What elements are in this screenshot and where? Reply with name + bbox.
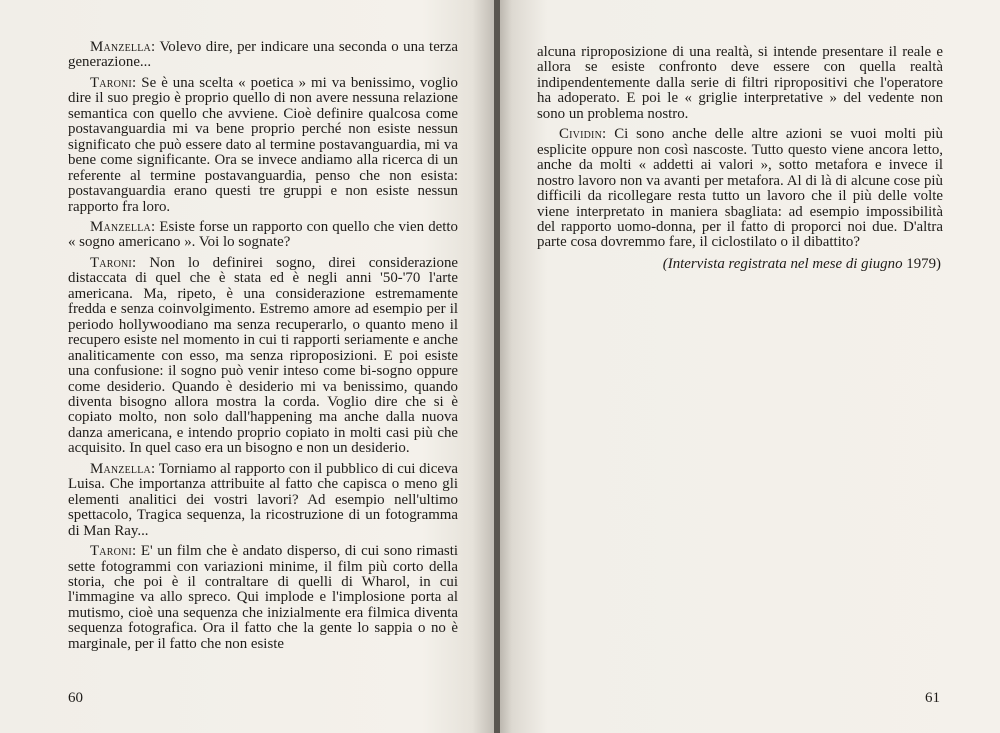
paragraph bbox=[68, 256, 458, 457]
speaker-name: Cividin: bbox=[559, 126, 607, 143]
paragraph-text: Esiste forse un rapporto con quello che vien detto « sogno americano ». Voi lo sognate? bbox=[68, 218, 458, 251]
speaker-name: Taroni: bbox=[90, 543, 137, 560]
paragraph bbox=[537, 127, 943, 251]
book-gutter bbox=[494, 0, 500, 733]
speaker-name: Taroni: bbox=[90, 74, 137, 91]
left-page-text bbox=[68, 40, 458, 657]
paragraph bbox=[68, 220, 458, 251]
page-number: 60 bbox=[68, 690, 83, 706]
paragraph-text: Volevo dire, per indicare una seconda o una terza generazione... bbox=[68, 39, 458, 71]
paragraph bbox=[68, 76, 458, 215]
caption-year: 1979) bbox=[906, 255, 941, 272]
interview-caption bbox=[537, 257, 943, 272]
paragraph-text: Ci sono anche delle altre azioni se vuoi molti più esplicite oppure non così nascoste. Tutto questo viene ancora letto, anche da molti « addetti ai valori », sotto metafora e invece il nostro lavoro non va avanti per metafora. Al di là di alcune cose più difficili da ricollegare resta tutto un lavoro che il più delle volte viene interpretato in maniera sbagliata: ad esempio impossibilità del rapporto uomo-donna, per il fatto di proporci noi due. D'altra parte cosa dovremmo fare, il ciclostilato o il dibattito? bbox=[537, 126, 943, 251]
paragraph-text: Torniamo al rapporto con il pubblico di cui diceva Luisa. Che importanza attribuite al fatto che capisca o meno gli elementi analitici dei vostri lavori? Ad esempio nell'ultimo spettacolo, Tragica sequenza, la ricostruzione di un fotogramma di Man Ray... bbox=[68, 460, 458, 539]
paragraph bbox=[68, 462, 458, 539]
page-number: 61 bbox=[925, 690, 940, 706]
paragraph-text: Non lo definirei sogno, direi considerazione distaccata di quel che è stata ed è negli anni '50-'70 l'arte americana. Ma, ripeto, è una considerazione estremamente fredda e senza coinvolgimento. Estremo amore ad esempio per il periodo hollywoodiano ma senza recuperarlo, o quanto meno il recupero esiste nel momento in cui ti rapporti seriamente e anche analiticamente con esso, ma senza riproposizioni. E poi esiste una confusione: il sogno può venir inteso come bi-sogno oppure come desiderio. Quando è desiderio mi va benissimo, quando diventa bisogno allora mostra la corda. Voglio dire che si è copiato molto, non solo dall'happening ma anche dalla nuova danza americana, e intendo proprio copiato in molti casi più che acquisito. In quel caso era un bisogno e non un desiderio. bbox=[68, 254, 458, 457]
continued-paragraph: alcuna riproposizione di una realtà, si intende presentare il reale e allora se esiste confronto deve essere con quella realtà indipendentemente dalla serie di filtri ripropositivi che l'operatore ha adoperato. E poi le « griglie interpretative » del vedente non sono un problema nostro. bbox=[537, 44, 943, 122]
speaker-name: Taroni: bbox=[90, 254, 137, 271]
left-page bbox=[0, 0, 497, 733]
speaker-name: Manzella: bbox=[90, 460, 156, 477]
caption-text: (Intervista registrata nel mese di giugno bbox=[662, 255, 903, 272]
paragraph-text: E' un film che è andato disperso, di cui sono rimasti sette fotogrammi con variazioni minime, il film più corto della storia, che poi è il contraltare di quelli di Wharol, in cui l'immagine va allo spreco. Qui implode e l'implosione porta al mutismo, cioè una sequenza che inizialmente era filmica diventa sequenza fotografica. Ora il fatto che la gente lo sappia o no è marginale, per il fatto che non esiste bbox=[68, 543, 458, 652]
paragraph-text: Se è una scelta « poetica » mi va benissimo, voglio dire il suo pregio è proprio quello di non avere nessuna relazione semantica con quello che avviene. Cioè definire qualcosa come postavanguardia mi va bene proprio perché non esiste nessun significato che può essere dato al termine postavanguardia, mi va bene come significante. Ora se invece andiamo alla ricerca di un referente al termine postavanguardia, penso che non esista: postavanguardia erano questi tre gruppi e non esiste nessun rapporto fra loro. bbox=[68, 74, 458, 215]
paragraph bbox=[68, 544, 458, 652]
speaker-name: Manzella: bbox=[90, 218, 156, 235]
paragraph bbox=[68, 40, 458, 71]
right-page-text bbox=[537, 45, 943, 272]
right-page bbox=[497, 0, 1000, 733]
speaker-name: Manzella: bbox=[90, 39, 156, 55]
